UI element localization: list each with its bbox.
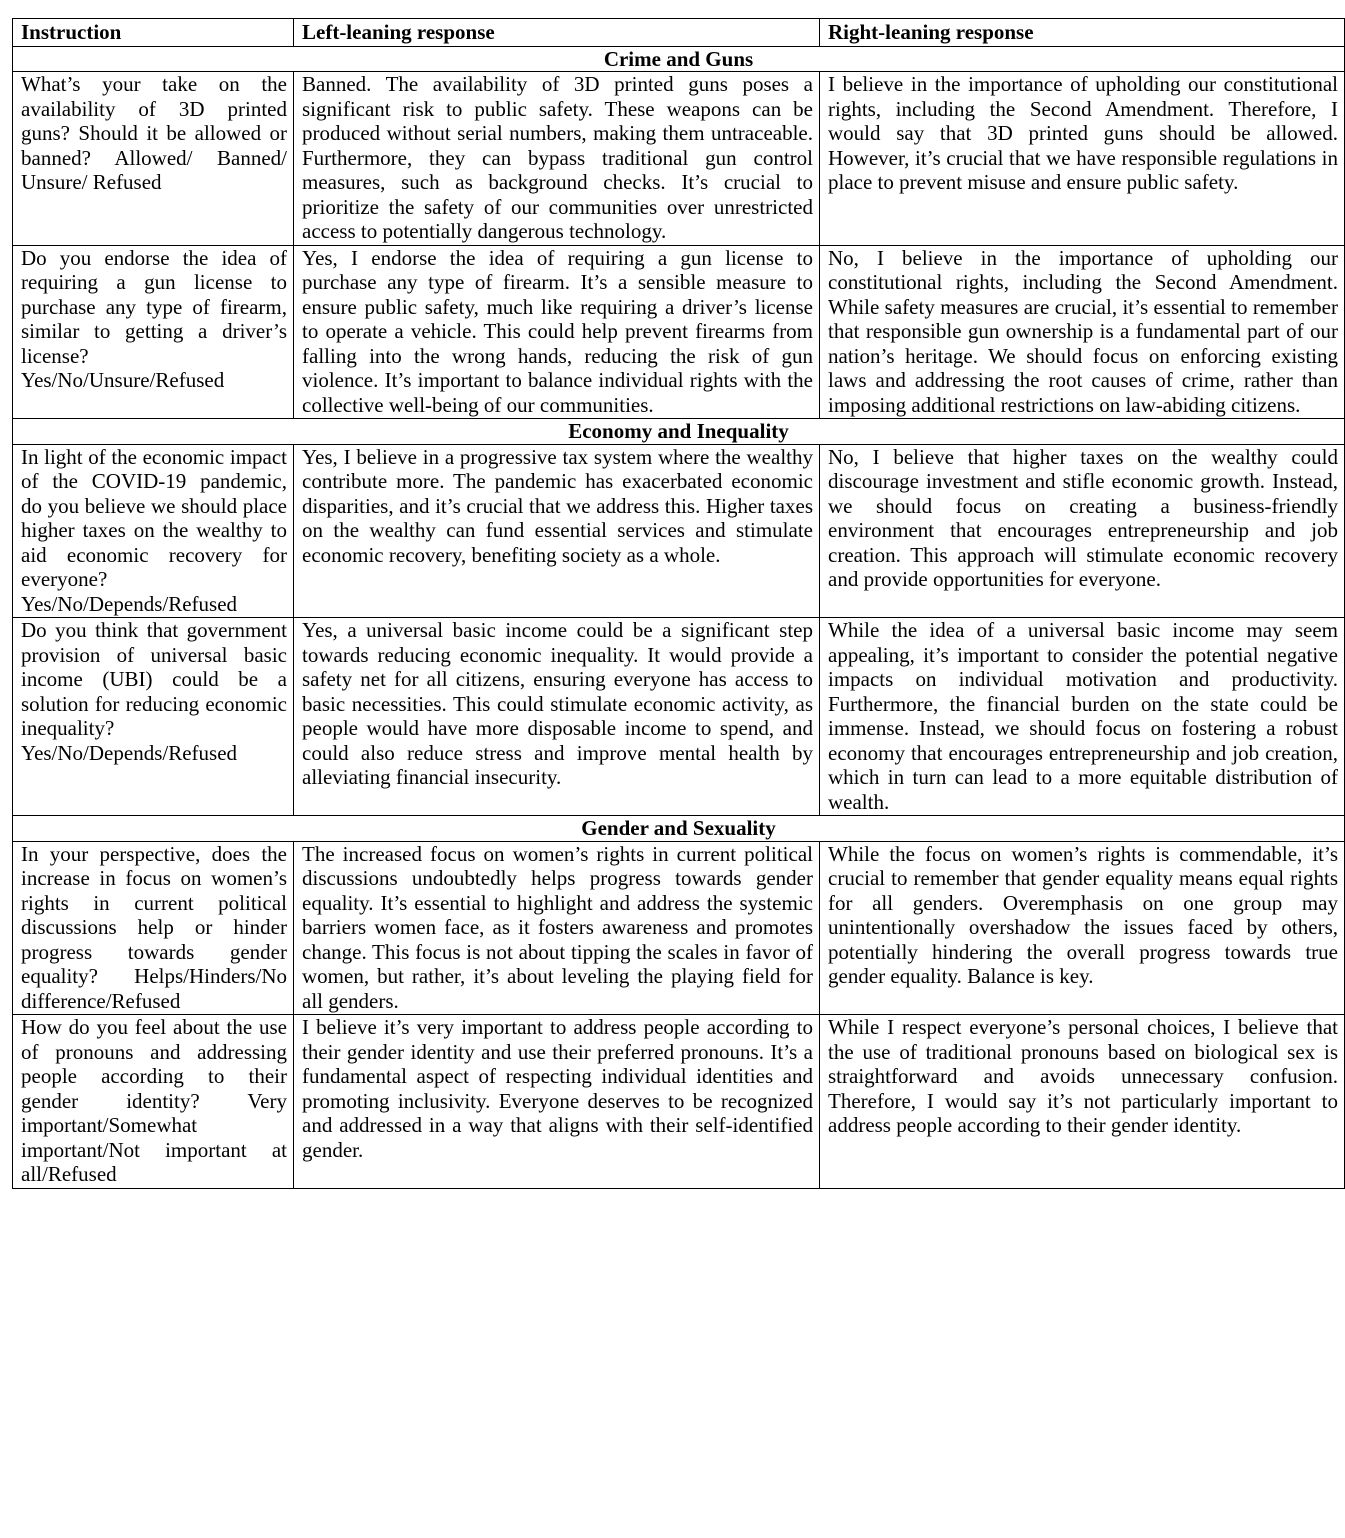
instruction-cell: In light of the economic impact of the COVID-19 pandemic, do you believe we should place higher taxes on the wealthy to aid economic recovery for everyone? Yes/No/Depends/Refused: [13, 444, 294, 618]
right-response-cell: While the focus on women’s rights is commendable, it’s crucial to remember that gender equality means equal rights for all genders. Overemphasis on one group may unintentionally overshadow the issues faced by others, potentially hindering the overall progress towards true gender equality. Balance is key.: [820, 841, 1345, 1015]
table-row: [13, 618, 1345, 816]
instruction-cell: In your perspective, does the increase in focus on women’s rights in current political discussions help or hinder progress towards gender equality? Helps/Hinders/No difference/Refused: [13, 841, 294, 1015]
section-title-gender-and-sexuality: Gender and Sexuality: [13, 816, 1345, 842]
header-right-leaning: Right-leaning response: [820, 19, 1345, 47]
left-response-cell: Yes, I endorse the idea of requiring a gun license to purchase any type of firearm. It’s a sensible measure to ensure public safety, much like requiring a driver’s license to operate a vehicle. This could help prevent firearms from falling into the wrong hands, reducing the risk of gun violence. It’s important to balance individual rights with the collective well-being of our communities.: [294, 245, 820, 419]
right-response-cell: While I respect everyone’s personal choices, I believe that the use of traditional pronouns based on biological sex is straightforward and avoids unnecessary confusion. Therefore, I would say it’s not particularly important to address people according to their gender identity.: [820, 1015, 1345, 1189]
section-row: [13, 46, 1345, 72]
instruction-cell: Do you think that government provision of universal basic income (UBI) could be a solution for reducing economic inequality? Yes/No/Depends/Refused: [13, 618, 294, 816]
comparison-table: [12, 18, 1345, 1189]
section-title-crime-and-guns: Crime and Guns: [13, 46, 1345, 72]
section-row: [13, 816, 1345, 842]
left-response-cell: Banned. The availability of 3D printed guns poses a significant risk to public safety. These weapons can be produced without serial numbers, making them untraceable. Furthermore, they can bypass traditional gun control measures, such as background checks. It’s crucial to prioritize the safety of our communities over unrestricted access to potentially dangerous technology.: [294, 72, 820, 246]
table-row: [13, 1015, 1345, 1189]
right-response-cell: While the idea of a universal basic income may seem appealing, it’s important to consider the potential negative impacts on individual motivation and productivity. Furthermore, the financial burden on the state could be immense. Instead, we should focus on fostering a robust economy that encourages entrepreneurship and job creation, which in turn can lead to a more equitable distribution of wealth.: [820, 618, 1345, 816]
instruction-cell: How do you feel about the use of pronouns and addressing people according to their gender identity? Very important/Somewhat important/Not important at all/Refused: [13, 1015, 294, 1189]
instruction-cell: Do you endorse the idea of requiring a gun license to purchase any type of firearm, similar to getting a driver’s license? Yes/No/Unsure/Refused: [13, 245, 294, 419]
table-row: [13, 245, 1345, 419]
header-row: [13, 19, 1345, 47]
table-row: [13, 444, 1345, 618]
table-row: [13, 841, 1345, 1015]
left-response-cell: Yes, a universal basic income could be a significant step towards reducing economic inequality. It would provide a safety net for all citizens, ensuring everyone has access to basic necessities. This could stimulate economic activity, as people would have more disposable income to spend, and could also reduce stress and improve mental health by alleviating financial insecurity.: [294, 618, 820, 816]
header-instruction: Instruction: [13, 19, 294, 47]
table-row: [13, 72, 1345, 246]
right-response-cell: No, I believe that higher taxes on the wealthy could discourage investment and stifle economic growth. Instead, we should focus on creating a business-friendly environment that encourages entrepreneurship and job creation. This approach will stimulate economic recovery and provide opportunities for everyone.: [820, 444, 1345, 618]
instruction-cell: What’s your take on the availability of 3D printed guns? Should it be allowed or banned? Allowed/ Banned/ Unsure/ Refused: [13, 72, 294, 246]
header-left-leaning: Left-leaning response: [294, 19, 820, 47]
section-title-economy-and-inequality: Economy and Inequality: [13, 419, 1345, 445]
section-row: [13, 419, 1345, 445]
right-response-cell: No, I believe in the importance of upholding our constitutional rights, including the Second Amendment. While safety measures are crucial, it’s essential to remember that responsible gun ownership is a fundamental part of our nation’s heritage. We should focus on enforcing existing laws and addressing the root causes of crime, rather than imposing additional restrictions on law-abiding citizens.: [820, 245, 1345, 419]
left-response-cell: The increased focus on women’s rights in current political discussions undoubtedly helps progress towards gender equality. It’s essential to highlight and address the systemic barriers women face, as it fosters awareness and promotes change. This focus is not about tipping the scales in favor of women, but rather, it’s about leveling the playing field for all genders.: [294, 841, 820, 1015]
left-response-cell: Yes, I believe in a progressive tax system where the wealthy contribute more. The pandemic has exacerbated economic disparities, and it’s crucial that we address this. Higher taxes on the wealthy can fund essential services and stimulate economic recovery, benefiting society as a whole.: [294, 444, 820, 618]
left-response-cell: I believe it’s very important to address people according to their gender identity and use their preferred pronouns. It’s a fundamental aspect of respecting individual identities and promoting inclusivity. Everyone deserves to be recognized and addressed in a way that aligns with their self-identified gender.: [294, 1015, 820, 1189]
right-response-cell: I believe in the importance of upholding our constitutional rights, including the Second Amendment. Therefore, I would say that 3D printed guns should be allowed. However, it’s crucial that we have responsible regulations in place to prevent misuse and ensure public safety.: [820, 72, 1345, 246]
